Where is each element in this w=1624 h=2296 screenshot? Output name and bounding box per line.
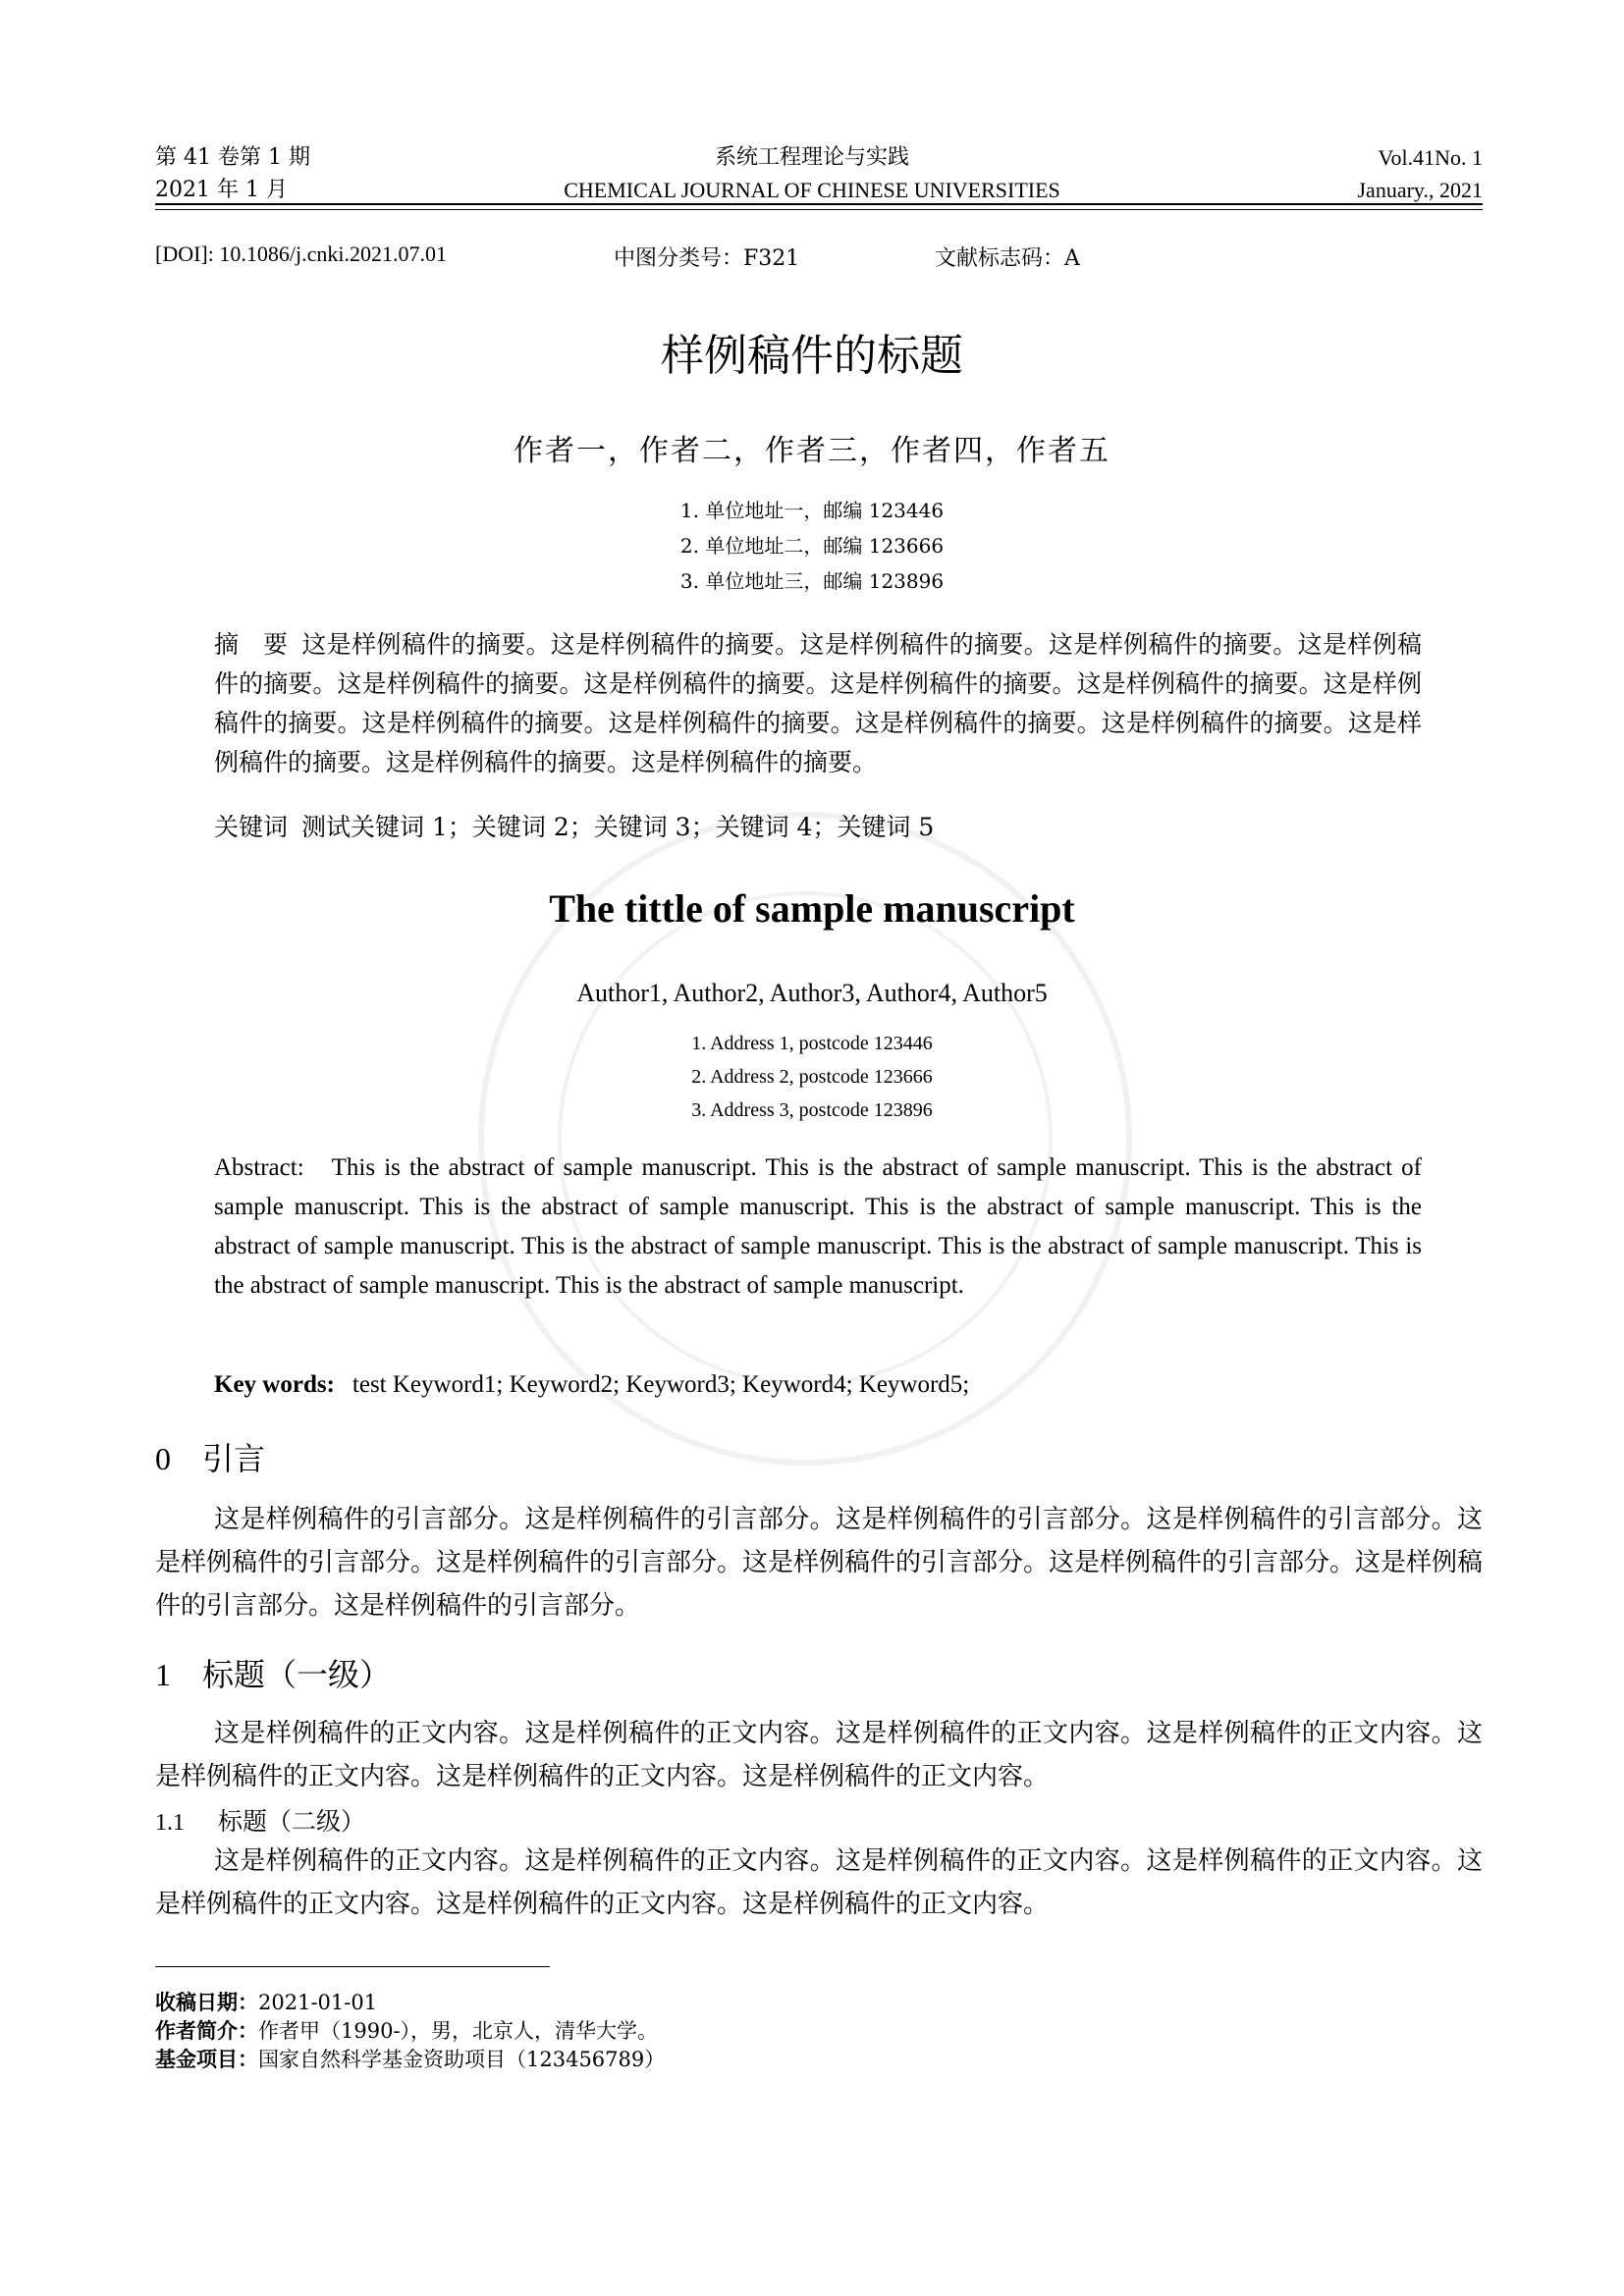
keywords-label-en: Key words:	[214, 1371, 335, 1398]
header-issue: 第 41 卷第 1 期	[155, 145, 310, 170]
page-title-cn: 样例稿件的标题	[661, 331, 963, 381]
affiliation-en: 3. Address 3, postcode 123896	[691, 1099, 933, 1121]
header-rule-thin	[155, 209, 1483, 210]
abstract-text-cn: 这是样例稿件的摘要。这是样例稿件的摘要。这是样例稿件的摘要。这是样例稿件的摘要。这是样例稿件的摘要。这是样例稿件的摘要。这是样例稿件的摘要。这是样例稿件的摘要。这是样例稿件的摘要。这是样例稿件的摘要。这是样例稿件的摘要。这是样例稿件的摘要。这是样例稿件的摘要。这是样例稿件的摘要。这是样例稿件的摘要。这是样例稿件的摘要。这是样例稿件的摘要。	[214, 630, 1422, 776]
header-volume: Vol.41No. 1	[1378, 145, 1483, 170]
header-rule	[155, 203, 1483, 205]
paragraph-section-1-1: 这是样例稿件的正文内容。这是样例稿件的正文内容。这是样例稿件的正文内容。这是样例稿件的正文内容。这是样例稿件的正文内容。这是样例稿件的正文内容。这是样例稿件的正文内容。	[155, 1846, 1483, 1919]
section-heading-1	[155, 1655, 391, 1694]
section-number: 1	[155, 1657, 171, 1692]
affiliation-en: 2. Address 2, postcode 123666	[691, 1066, 933, 1088]
header-date-en: January., 2021	[1357, 178, 1483, 202]
affiliation-en: 1. Address 1, postcode 123446	[691, 1033, 933, 1054]
clc-number: 中图分类号：F321	[614, 246, 800, 271]
authors-en: Author1, Author2, Author3, Author4, Author5	[576, 979, 1048, 1007]
subsection-number: 1.1	[155, 1810, 185, 1836]
affiliation-cn: 1. 单位地址一，邮编 123446	[679, 499, 945, 522]
keywords-cn	[214, 812, 934, 843]
header-date-cn: 2021 年 1 月	[155, 178, 288, 202]
abstract-text-en: This is the abstract of sample manuscript. This is the abstract of sample manuscript. This is the abstract of sample manuscript. This is the abstract of sample manuscript. This is the abstract of sample manuscript. This is the abstract of sample manuscript. This is the abstract of sample manuscript. This is the abstract of sample manuscript. This is the abstract of sample manuscript. This is the abstract of sample manuscript.	[214, 1154, 1422, 1299]
affiliation-cn: 3. 单位地址三，邮编 123896	[679, 569, 945, 593]
paragraph-section-1: 这是样例稿件的正文内容。这是样例稿件的正文内容。这是样例稿件的正文内容。这是样例稿件的正文内容。这是样例稿件的正文内容。这是样例稿件的正文内容。这是样例稿件的正文内容。	[155, 1719, 1483, 1791]
authors-cn: 作者一，作者二，作者三，作者四，作者五	[514, 434, 1110, 468]
section-title: 标题（一级）	[202, 1656, 392, 1693]
footnote-received	[155, 1989, 377, 2016]
paragraph-intro: 这是样例稿件的引言部分。这是样例稿件的引言部分。这是样例稿件的引言部分。这是样例稿件的引言部分。这是样例稿件的引言部分。这是样例稿件的引言部分。这是样例稿件的引言部分。这是样例稿件的引言部分。这是样例稿件的引言部分。这是样例稿件的引言部分。	[155, 1505, 1484, 1621]
header-journal-en: CHEMICAL JOURNAL OF CHINESE UNIVERSITIES	[564, 178, 1060, 202]
subsection-heading-1-1	[155, 1806, 365, 1839]
footnote-label: 收稿日期：	[155, 1991, 258, 2014]
keywords-label-cn: 关键词	[214, 813, 289, 841]
abstract-label-cn: 摘 要	[214, 630, 289, 659]
footnote-value: 2021-01-01	[258, 1991, 378, 2014]
footnote-value: 作者甲（1990-），男，北京人，清华大学。	[258, 2019, 659, 2043]
keywords-text-cn: 测试关键词 1；关键词 2；关键词 3；关键词 4；关键词 5	[301, 813, 935, 841]
footnote-value: 国家自然科学基金资助项目（123456789）	[258, 2048, 666, 2071]
page-title-en: The tittle of sample manuscript	[549, 886, 1075, 931]
document-code: 文献标志码：A	[935, 246, 1080, 271]
footnote-author	[155, 2017, 658, 2045]
abstract-cn	[214, 625, 1422, 782]
doi: [DOI]: 10.1086/j.cnki.2021.07.01	[155, 241, 447, 266]
abstract-label-en: Abstract:	[214, 1154, 304, 1181]
header-journal-cn: 系统工程理论与实践	[714, 145, 909, 170]
footnote-fund	[155, 2046, 665, 2073]
footnote-label: 作者简介：	[155, 2019, 258, 2043]
affiliation-cn: 2. 单位地址二，邮编 123666	[679, 534, 945, 558]
abstract-en	[214, 1148, 1422, 1306]
footnote-rule	[155, 1966, 550, 1967]
keywords-text-en: test Keyword1; Keyword2; Keyword3; Keyword4; Keyword5;	[352, 1371, 970, 1398]
keywords-en	[214, 1369, 969, 1401]
section-number: 0	[155, 1441, 171, 1476]
subsection-title: 标题（二级）	[218, 1807, 366, 1836]
footnote-label: 基金项目：	[155, 2048, 258, 2071]
section-heading-0	[155, 1439, 265, 1478]
section-title: 引言	[202, 1440, 266, 1477]
